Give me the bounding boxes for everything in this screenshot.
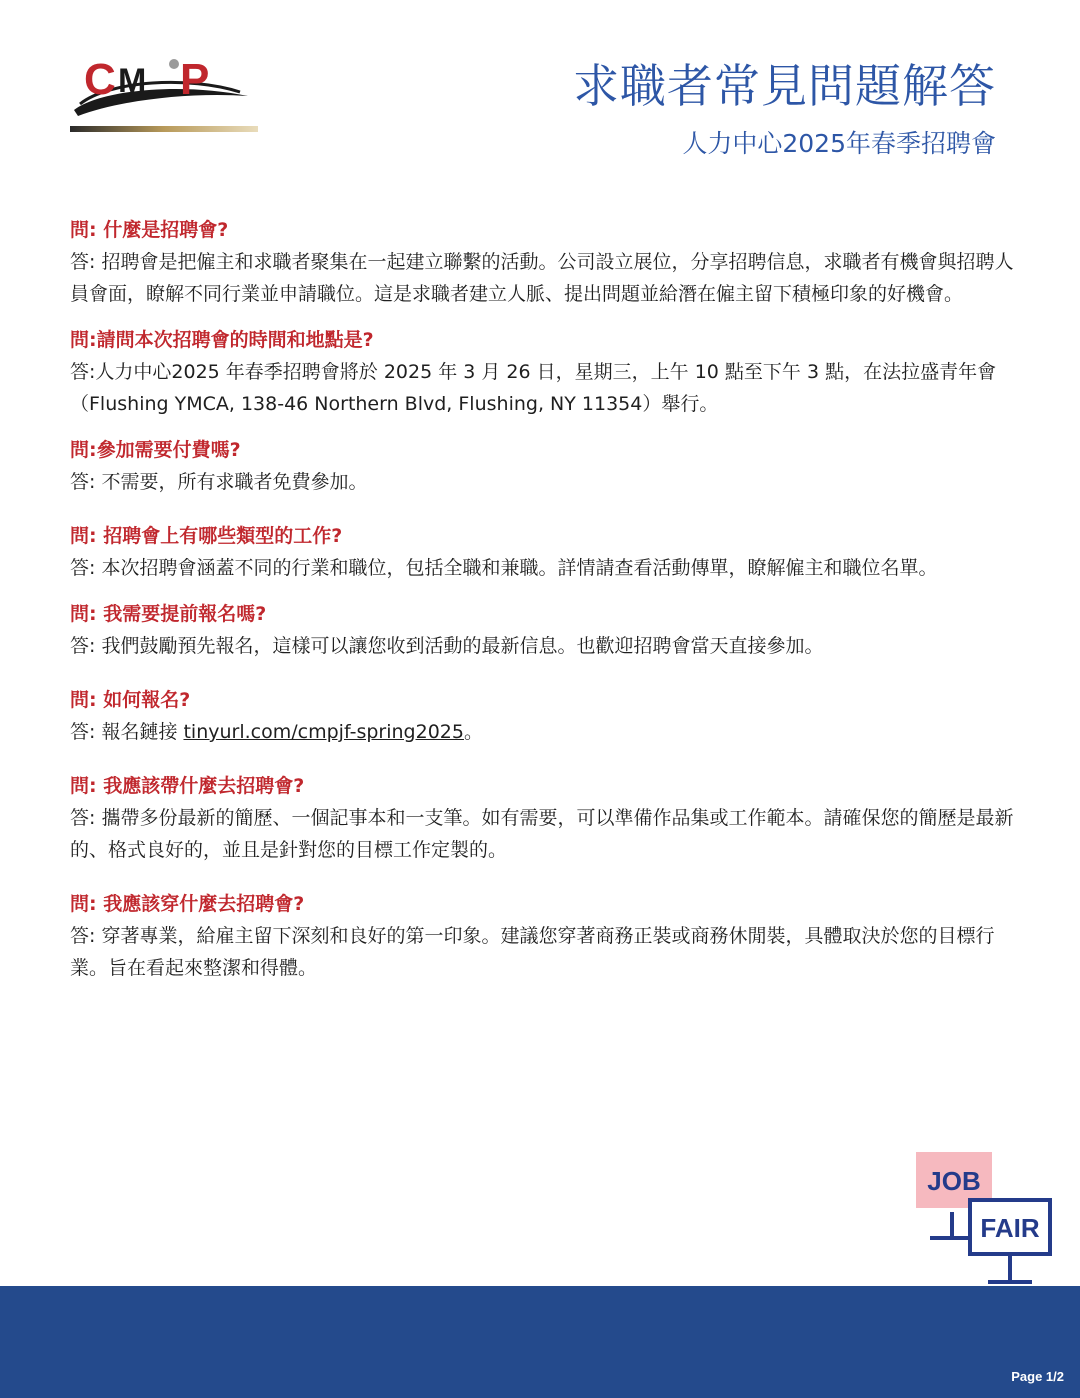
- faq-item: [70, 684, 1016, 748]
- faq-answer: 答: 本次招聘會涵蓋不同的行業和職位，包括全職和兼職。詳情請查看活動傳單，瞭解僱主和職位名單。: [70, 557, 938, 579]
- page-subtitle: 人力中心2025年春季招聘會: [682, 129, 996, 158]
- faq-question: 問: 我需要提前報名嗎?: [70, 603, 267, 625]
- faq-item: [70, 434, 1016, 498]
- faq-answer: 答:人力中心2025 年春季招聘會將於 2025 年 3 月 26 日，星期三，上午 10 點至下午 3 點，在法拉盛青年會（Flushing YMCA, 138-46 Northern Blvd, Flushing, NY 11354）舉行。: [70, 361, 997, 415]
- registration-link[interactable]: tinyurl.com/cmpjf-spring2025: [183, 721, 464, 743]
- fair-label: FAIR: [980, 1213, 1040, 1243]
- faq-question: 問:參加需要付費嗎?: [70, 439, 241, 461]
- page-number: Page 1/2: [1011, 1369, 1064, 1384]
- faq-question: 問: 我應該帶什麼去招聘會?: [70, 775, 305, 797]
- svg-text:C: C: [84, 55, 116, 104]
- faq-answer: 答: 攜帶多份最新的簡歷、一個記事本和一支筆。如有需要，可以準備作品集或工作範本。請確保您的簡歷是最新的、格式良好的，並且是針對您的目標工作定製的。: [70, 807, 1014, 861]
- faq-answer: [70, 716, 1016, 748]
- faq-question: 問: 招聘會上有哪些類型的工作?: [70, 525, 343, 547]
- faq-item: [70, 324, 1016, 420]
- answer-suffix: 。: [463, 721, 483, 743]
- cmp-logo: [70, 52, 260, 136]
- faq-item: [70, 770, 1016, 866]
- faq-answer: 答: 我們鼓勵預先報名，這樣可以讓您收到活動的最新信息。也歡迎招聘會當天直接參加。: [70, 635, 824, 657]
- svg-text:P: P: [180, 55, 210, 104]
- faq-item: [70, 520, 1016, 584]
- faq-question: 問: 我應該穿什麼去招聘會?: [70, 893, 305, 915]
- answer-prefix: 答: 報名鏈接: [70, 721, 184, 743]
- faq-answer: 答: 招聘會是把僱主和求職者聚集在一起建立聯繫的活動。公司設立展位，分享招聘信息，求職者有機會與招聘人員會面，瞭解不同行業並申請職位。這是求職者建立人脈、提出問題並給潛在僱主留下積極印象的好機會。: [70, 251, 1014, 305]
- faq-list: [70, 214, 1016, 984]
- svg-text:M: M: [118, 62, 147, 100]
- faq-question: 問: 什麼是招聘會?: [70, 219, 229, 241]
- job-label: JOB: [927, 1166, 981, 1196]
- faq-answer: 答: 穿著專業，給雇主留下深刻和良好的第一印象。建議您穿著商務正裝或商務休閒裝，具體取決於您的目標行業。旨在看起來整潔和得體。: [70, 925, 995, 979]
- job-fair-icon: [912, 1150, 1062, 1290]
- faq-item: [70, 888, 1016, 984]
- page-title: 求職者常見問題解答: [573, 59, 996, 113]
- faq-item: [70, 214, 1016, 310]
- faq-question: 問:請問本次招聘會的時間和地點是?: [70, 329, 374, 351]
- faq-question: 問: 如何報名?: [70, 689, 191, 711]
- faq-answer: 答: 不需要，所有求職者免費參加。: [70, 471, 368, 493]
- footer-bar: [0, 1286, 1080, 1398]
- faq-item: [70, 598, 1016, 662]
